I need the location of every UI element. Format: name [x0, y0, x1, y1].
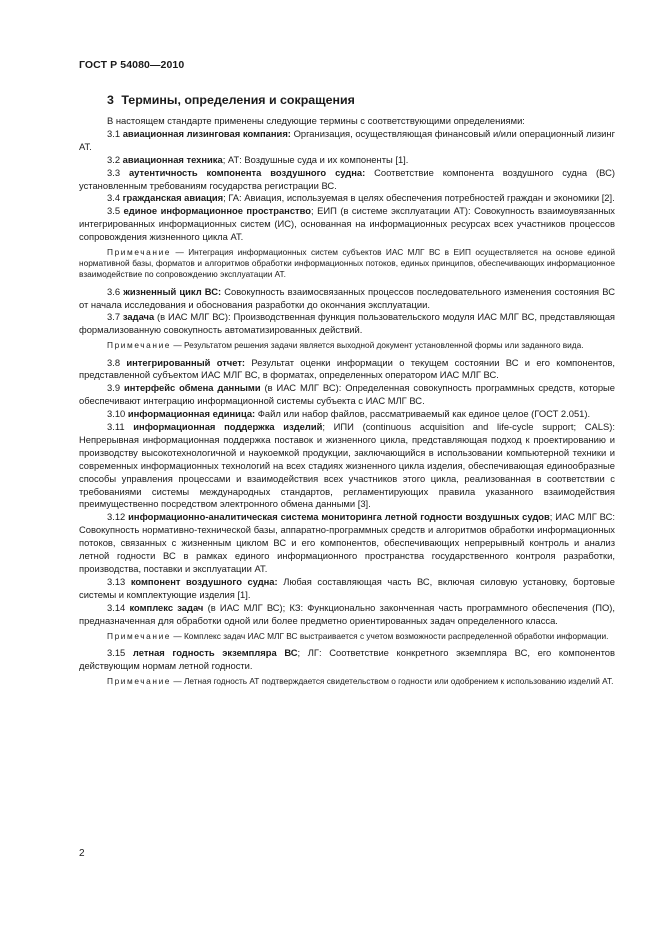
note-3: Примечание — Комплекс задач ИАС МЛГ ВС выстраивается с учетом возможности распределенной обработки информации. — [107, 630, 609, 641]
note-label: Примечание — [107, 630, 172, 641]
page-number: 2 — [79, 848, 85, 859]
section-heading — [107, 92, 615, 108]
term-3-1: 3.1 авиационная лизинговая компания: Организация, осуществляющая финансовый и/или операционный лизинг АТ. — [79, 127, 615, 152]
note-label: Примечание — [107, 675, 172, 686]
term-3-7: 3.7 задача (в ИАС МЛГ ВС): Производственная функция пользовательского модуля ИАС МЛГ ВС, представляющая формализованную совокупность автоматизированных действий. — [79, 311, 615, 336]
note-1: Примечание — Интеграция информационных систем субъектов ИАС МЛГ ВС в ЕИП осуществляется на основе единой нормативной базы, форматов и алгоритмов обработки информационных потоков, единых принципов, обеспечивающих информационное взаимодействие по сопровождению эксплуатации АТ. — [79, 247, 615, 280]
term-3-4: 3.4 гражданская авиация; ГА: Авиация, используемая в целях обеспечения потребностей граждан и экономики [2]. — [107, 192, 615, 204]
term-3-6: 3.6 жизненный цикл ВС: Совокупность взаимосвязанных процессов последовательного изменения состояния ВС от начала исследования и обоснования разработки до окончания эксплуатации. — [79, 285, 615, 310]
term-3-14: 3.14 комплекс задач (в ИАС МЛГ ВС); КЗ: Функционально законченная часть программного обеспечения (ПО), предназначенная для обработки одной или более предметно ориентированных задач определенного класса. — [79, 601, 616, 626]
section-number: 3 — [107, 93, 114, 107]
note-4: Примечание — Летная годность АТ подтверждается свидетельством о годности или одобрением к использованию изделий АТ. — [107, 675, 614, 686]
term-3-3: 3.3 аутентичность компонента воздушного судна: Соответствие компонента воздушного судна (ВС) установленным требованиям государства регистрации ВС. — [79, 166, 615, 191]
term-3-13: 3.13 компонент воздушного судна: Любая составляющая часть ВС, включая силовую установку, бортовые системы и комплектующие изделия [1]. — [79, 575, 615, 600]
term-3-9: 3.9 интерфейс обмена данными (в ИАС МЛГ ВС): Определенная совокупность программных средств, которые обеспечивают интеграцию информационной системы субъекта с ИАС МЛГ ВС. — [79, 382, 615, 407]
term-3-15: 3.15 летная годность экземпляра ВС; ЛГ: Соответствие конкретного экземпляра ВС, его компонентов действующим нормам летной годности. — [79, 646, 615, 671]
term-3-2: 3.2 авиационная техника; АТ: Воздушные суда и их компоненты [1]. — [107, 153, 409, 165]
term-3-11: 3.11 информационная поддержка изделий; ИПИ (continuous acquisition and life-cycle support; CALS): Непрерывная информационная поддержка поставок и жизненного цикла, представляющая подход к проектированию и производству высокотехнологичной и наукоемкой продукции, заключающийся в использовании компьютерной техники и современных информационных технологий на всех стадиях жизненного цикла изделия, обеспечивающая единообразные способы управления процессами и взаимодействия всех участников этого цикла, реализованная в соответствии с требованиями системы международных стандартов, регламентирующих правила указанного взаимодействия преимущественно посредством электронного обмена данными [3]. — [79, 421, 615, 510]
note-label: Примечание — [107, 247, 172, 258]
document-header: ГОСТ Р 54080—2010 — [79, 59, 185, 71]
term-3-8: 3.8 интегрированный отчет: Результат оценки информации о текущем состоянии ВС и его компонентов, представленной субъектом ИАС МЛГ ВС, в форматах, определенных оператором ИАС МЛГ ВС. — [79, 356, 615, 381]
note-label: Примечание — [107, 340, 172, 351]
section-title: Термины, определения и сокращения — [121, 93, 355, 107]
term-3-5: 3.5 единое информационное пространство; ЕИП (в системе эксплуатации АТ): Совокупность взаимоувязанных интегрированных информационных систем (ИС), основанная на информационных ресурсах всех участников процессов сопровождения жизненного цикла АТ. — [79, 205, 615, 243]
section-intro: В настоящем стандарте применены следующие термины с соответствующими определениями: — [107, 115, 525, 126]
term-3-10: 3.10 информационная единица: Файл или набор файлов, рассматриваемый как единое целое (ГОСТ 2.051). — [107, 408, 591, 420]
term-3-12: 3.12 информационно-аналитическая система мониторинга летной годности воздушных судов; ИАС МЛГ ВС: Совокупность нормативно-технической базы, аппаратно-программных средств и алгоритмов обработки информационных потоков, связанных с жизненным циклом ВС и его компонентов, обеспечивающих непрерывный контроль и анализ летной годности ВС в рамках единого информационного пространства государственного контроля разработки, производства, поставки и эксплуатации АТ. — [79, 511, 615, 574]
document-body — [79, 92, 615, 692]
note-2: Примечание — Результатом решения задачи является выходной документ установленной формы или заданного вида. — [107, 340, 584, 351]
